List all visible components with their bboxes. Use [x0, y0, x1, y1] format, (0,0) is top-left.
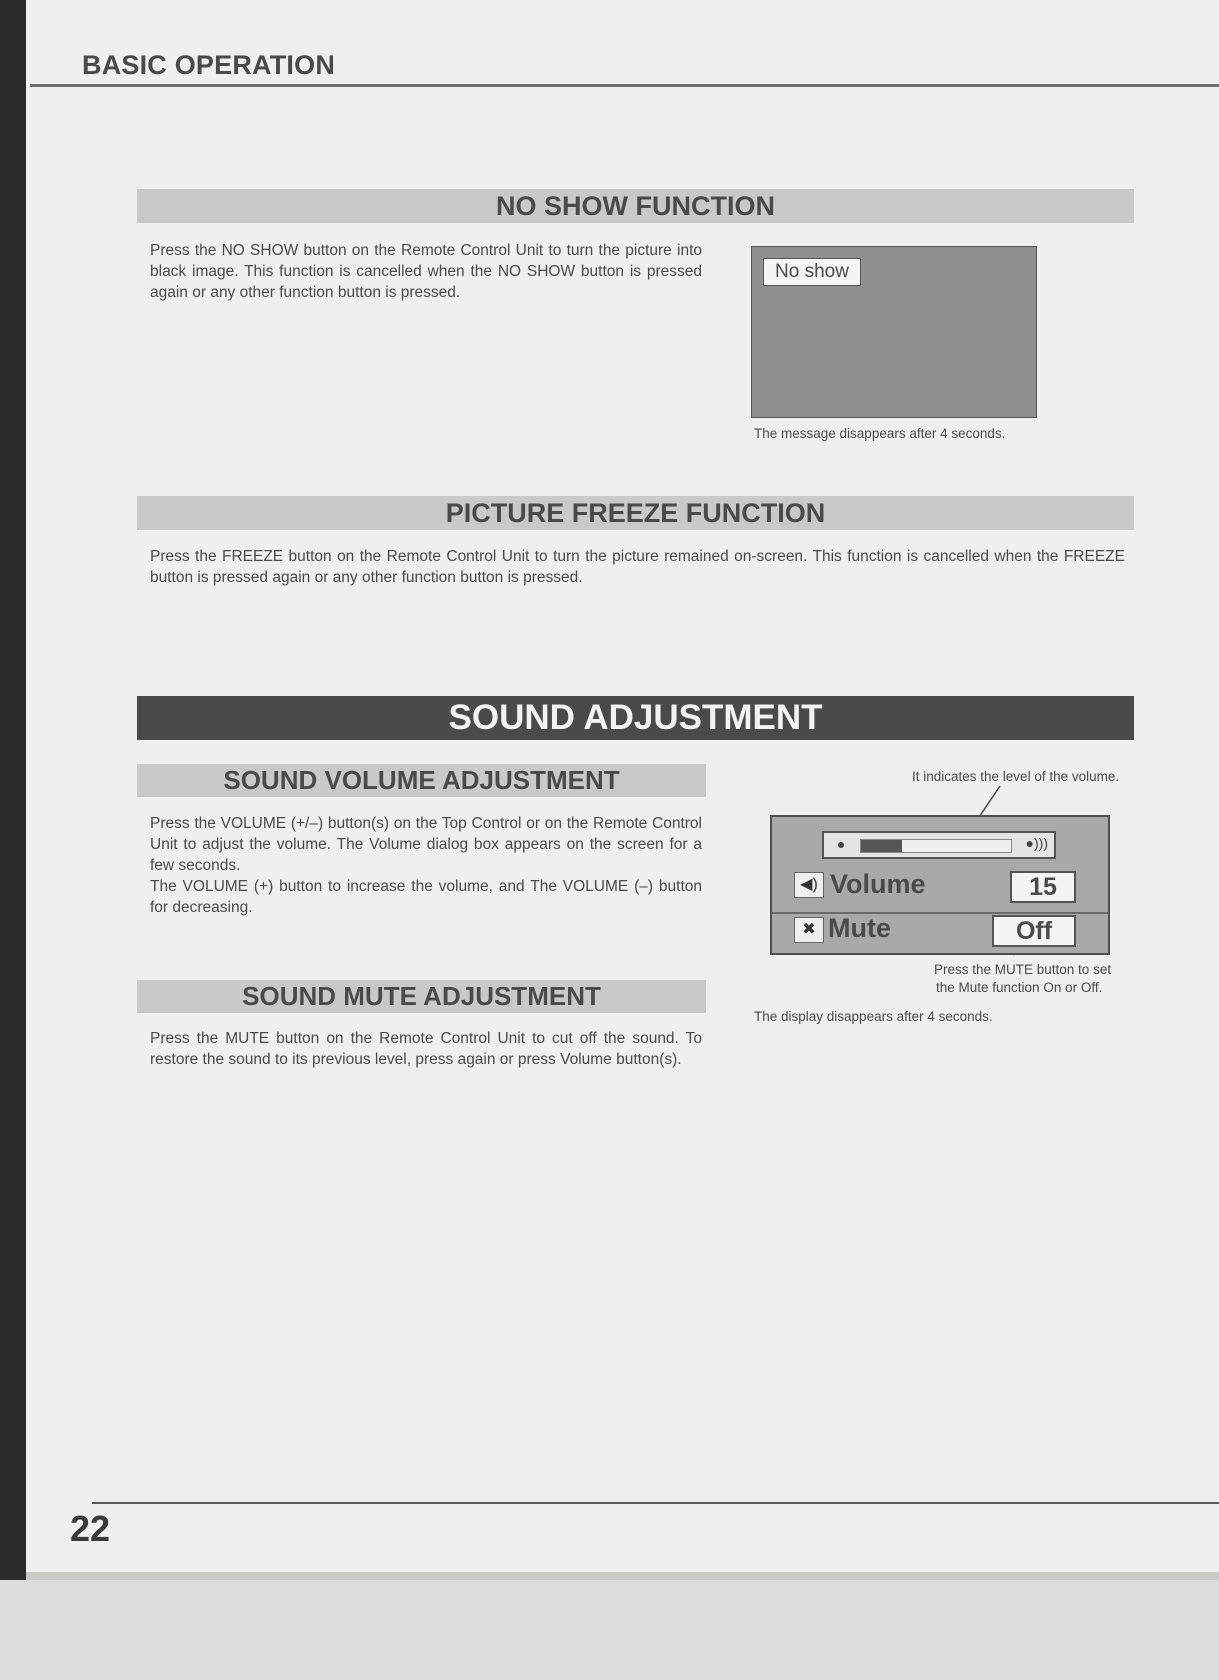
- sound-volume-heading: SOUND VOLUME ADJUSTMENT: [137, 764, 706, 797]
- footer-rule: [92, 1502, 1219, 1504]
- volume-level-callout: It indicates the level of the volume.: [912, 769, 1120, 784]
- sound-adjustment-heading: SOUND ADJUSTMENT: [137, 696, 1134, 740]
- mute-callout-line-2: the Mute function On or Off.: [936, 980, 1103, 995]
- section-title: BASIC OPERATION: [82, 50, 336, 80]
- mute-label: Mute: [828, 913, 891, 943]
- no-show-heading: NO SHOW FUNCTION: [137, 189, 1134, 223]
- volume-min-dot: [838, 842, 844, 848]
- mute-speaker-icon: ✖: [794, 917, 824, 943]
- sound-mute-text: Press the MUTE button on the Remote Control Unit to cut off the sound. To restore the sound to its previous level, press again or press Volume button(s).: [150, 1030, 702, 1068]
- volume-dialog: [770, 815, 1110, 955]
- no-show-label: No show: [763, 258, 861, 286]
- speaker-icon: ◀): [794, 872, 824, 898]
- volume-fill: [861, 840, 902, 852]
- no-show-text: Press the NO SHOW button on the Remote Control Unit to turn the picture into black image. This function is cancelled when the NO SHOW button is pressed again or any other function button is pressed.: [150, 242, 702, 301]
- speaker-loud-icon: ●))): [1025, 835, 1048, 851]
- volume-level-bar: [822, 831, 1056, 859]
- dialog-divider: [772, 912, 1108, 914]
- freeze-text: Press the FREEZE button on the Remote Control Unit to turn the picture remained on-screen. This function is cancelled when the FREEZE button is pressed again or any other function button is pressed.: [150, 548, 1125, 586]
- volume-track: [860, 839, 1012, 853]
- sound-volume-text-1: Press the VOLUME (+/–) button(s) on the Top Control or on the Remote Control Unit to adjust the volume. The Volume dialog box appears on the screen for a few seconds.: [150, 815, 702, 874]
- page-number: 22: [70, 1508, 111, 1549]
- volume-dialog-caption: The display disappears after 4 seconds.: [754, 1009, 993, 1024]
- mute-callout-line-1: Press the MUTE button to set: [934, 962, 1112, 977]
- volume-value: 15: [1010, 871, 1076, 903]
- sound-volume-text-2: The VOLUME (+) button to increase the volume, and The VOLUME (–) button for decreasing.: [150, 878, 702, 916]
- sound-mute-heading: SOUND MUTE ADJUSTMENT: [137, 980, 706, 1013]
- mute-value: Off: [992, 915, 1076, 947]
- freeze-heading: PICTURE FREEZE FUNCTION: [137, 496, 1134, 530]
- volume-label: Volume: [830, 869, 926, 899]
- no-show-caption: The message disappears after 4 seconds.: [754, 426, 1006, 441]
